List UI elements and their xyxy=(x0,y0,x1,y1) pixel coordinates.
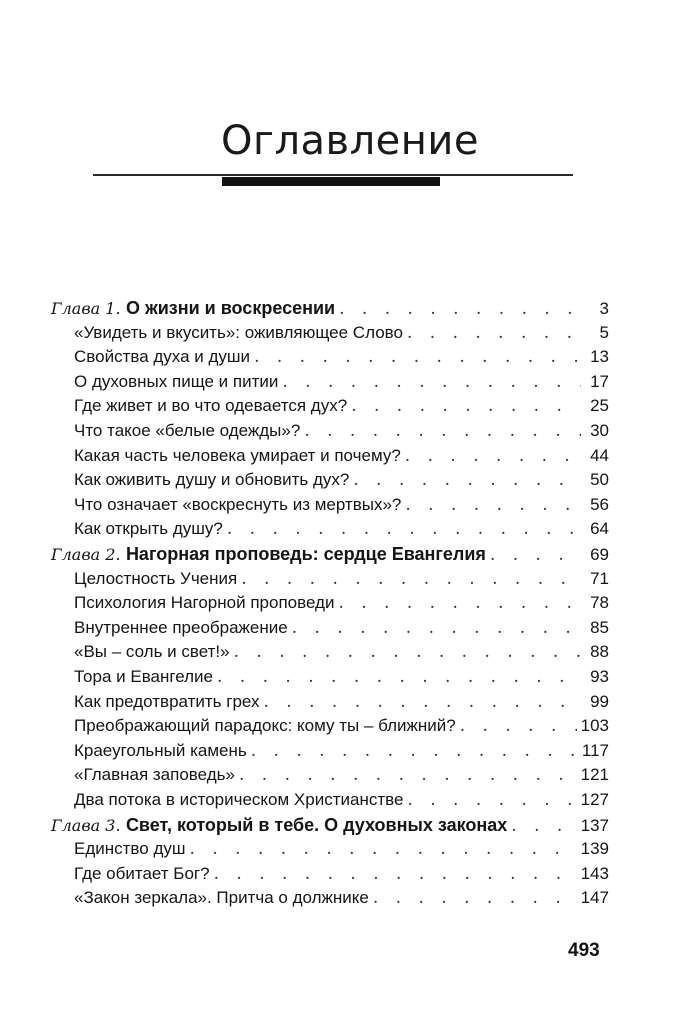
dot-leader xyxy=(338,591,581,615)
section-title: О духовных пище и питии xyxy=(74,371,279,391)
dot-leader xyxy=(241,567,581,591)
toc-section-entry xyxy=(74,739,609,763)
section-title: «Закон зеркала». Притча о должнике xyxy=(74,888,369,908)
dot-leader xyxy=(239,763,577,787)
toc-section-entry xyxy=(74,640,609,664)
toc-page-number: 121 xyxy=(580,765,609,785)
toc-entry-label xyxy=(74,788,403,812)
toc-entry-label xyxy=(74,517,223,541)
toc-page-number: 99 xyxy=(590,691,609,711)
toc-page-number: 44 xyxy=(590,445,609,465)
toc-section-entry xyxy=(74,837,609,861)
toc-chapter-entry xyxy=(51,542,609,566)
dot-leader xyxy=(407,788,576,812)
toc-page-number: 30 xyxy=(590,421,609,440)
section-title: Целостность Учения xyxy=(74,568,238,588)
toc-page-number: 71 xyxy=(590,568,609,588)
dot-leader xyxy=(292,616,581,640)
toc-entry-label xyxy=(74,321,403,345)
section-title: «Вы – соль и свет!» xyxy=(74,642,230,662)
toc-page-number: 127 xyxy=(580,790,609,809)
dot-leader xyxy=(264,690,582,714)
section-title: Преображающий парадокс: кому ты – ближний? xyxy=(74,716,456,736)
toc-entry-label xyxy=(51,813,507,838)
dot-leader xyxy=(227,517,581,541)
chapter-prefix: Глава 1. xyxy=(51,299,121,318)
dot-leader xyxy=(304,419,581,443)
toc-entry-label xyxy=(74,394,347,418)
toc-entry-label xyxy=(74,665,213,689)
section-title: Какая часть человека умирает и почему? xyxy=(74,445,401,465)
page-title: Оглавление xyxy=(220,118,480,164)
toc-entry-label xyxy=(51,296,335,321)
toc-page-number: 88 xyxy=(590,642,609,662)
toc-page-number: 117 xyxy=(581,740,609,760)
toc-chapter-entry xyxy=(51,813,609,837)
toc-section-entry xyxy=(74,788,609,812)
section-title: Внутреннее преображение xyxy=(74,617,288,637)
toc-entry-label xyxy=(74,370,278,394)
toc-section-entry xyxy=(74,493,609,517)
toc-page-number: 17 xyxy=(590,371,609,391)
dot-leader xyxy=(217,665,581,689)
toc-section-entry xyxy=(74,616,609,640)
toc-entry-label xyxy=(74,714,456,738)
toc-entry-label xyxy=(74,640,230,664)
toc-section-entry xyxy=(74,665,609,689)
toc-entry-label xyxy=(74,862,210,886)
toc-chapter-entry xyxy=(51,296,609,320)
toc-entry-label xyxy=(74,567,237,591)
chapter-title: Нагорная проповедь: сердце Евангелия xyxy=(125,544,486,564)
section-title: Где живет и во что одевается дух? xyxy=(74,396,348,416)
toc-page-number: 25 xyxy=(590,396,609,416)
dot-leader xyxy=(405,493,581,517)
toc-page-number: 56 xyxy=(590,494,609,514)
toc-section-entry xyxy=(74,690,609,714)
section-title: Что такое «белые одежды»? xyxy=(74,421,301,440)
toc-page-number: 85 xyxy=(590,617,609,637)
dot-leader xyxy=(407,321,581,345)
section-title: Как открыть душу? xyxy=(74,519,223,539)
toc-section-entry xyxy=(74,444,609,468)
chapter-prefix: Глава 2. xyxy=(51,545,121,564)
section-title: Краеугольный камень xyxy=(74,740,247,760)
toc-entry-label xyxy=(74,493,401,517)
toc-page-number: 143 xyxy=(580,863,609,883)
section-title: Психология Нагорной проповеди xyxy=(74,593,335,613)
chapter-title: Свет, который в тебе. О духовных законах xyxy=(125,814,508,835)
toc-section-entry xyxy=(74,370,609,394)
toc-page-number: 93 xyxy=(590,667,609,686)
page-number: 493 xyxy=(568,940,600,961)
section-title: Единство душ xyxy=(74,839,186,859)
title-rule-thin xyxy=(93,174,573,176)
toc-entry-label xyxy=(74,616,288,640)
section-title: Как оживить душу и обновить дух? xyxy=(74,470,350,490)
dot-leader xyxy=(234,640,581,664)
toc-section-entry xyxy=(74,419,609,443)
dot-leader xyxy=(460,714,577,738)
dot-leader xyxy=(351,394,581,418)
section-title: Как предотвратить грех xyxy=(74,691,260,711)
chapter-title: О жизни и воскресении xyxy=(125,298,336,318)
toc-entry-label xyxy=(74,419,300,443)
section-title: Два потока в историческом Христианстве xyxy=(74,790,404,809)
toc-page-number: 13 xyxy=(590,347,609,367)
dot-leader xyxy=(254,345,581,369)
dot-leader xyxy=(490,543,581,567)
toc-entry-label xyxy=(51,542,486,567)
toc-section-entry xyxy=(74,321,609,345)
chapter-prefix: Глава 3. xyxy=(51,815,121,835)
toc-entry-label xyxy=(74,690,260,714)
section-title: Что означает «воскреснуть из мертвых»? xyxy=(74,494,402,514)
section-title: Свойства духа и души xyxy=(74,347,251,367)
toc-page-number: 78 xyxy=(590,593,609,613)
toc-entry-label xyxy=(74,886,369,910)
dot-leader xyxy=(251,739,578,763)
dot-leader xyxy=(339,297,581,321)
toc-page-number: 3 xyxy=(599,299,609,318)
dot-leader xyxy=(353,468,581,492)
toc-section-entry xyxy=(74,394,609,418)
dot-leader xyxy=(511,814,576,838)
toc-entry-label xyxy=(74,837,186,861)
toc-section-entry xyxy=(74,517,609,541)
toc-section-entry xyxy=(74,591,609,615)
dot-leader xyxy=(282,370,581,394)
toc-section-entry xyxy=(74,468,609,492)
section-title: «Главная заповедь» xyxy=(74,765,235,785)
toc-section-entry xyxy=(74,862,609,886)
toc-entry-label xyxy=(74,739,247,763)
section-title: Где обитает Бог? xyxy=(74,863,210,883)
toc-entry-label xyxy=(74,591,334,615)
toc-page-number: 103 xyxy=(580,716,609,736)
toc-page-number: 147 xyxy=(580,888,609,908)
toc-page-number: 137 xyxy=(580,815,609,835)
toc-entry-label xyxy=(74,444,401,468)
toc-page-number: 64 xyxy=(590,519,609,539)
title-rule-thick xyxy=(222,177,440,186)
toc-entry-label xyxy=(74,763,235,787)
toc-entry-label xyxy=(74,468,349,492)
toc-section-entry xyxy=(74,763,609,787)
toc-section-entry xyxy=(74,714,609,738)
section-title: Тора и Евангелие xyxy=(74,667,213,686)
toc-page-number: 139 xyxy=(580,839,609,859)
section-title: «Увидеть и вкусить»: оживляющее Слово xyxy=(74,322,403,342)
toc-entry-label xyxy=(74,345,250,369)
toc-section-entry xyxy=(74,886,609,910)
dot-leader xyxy=(190,837,577,861)
dot-leader xyxy=(373,886,577,910)
toc-page-number: 5 xyxy=(599,322,609,342)
dot-leader xyxy=(214,862,577,886)
dot-leader xyxy=(405,444,581,468)
toc-page-number: 50 xyxy=(590,470,609,490)
toc-section-entry xyxy=(74,567,609,591)
toc-page-number: 69 xyxy=(590,545,609,564)
toc-section-entry xyxy=(74,345,609,369)
